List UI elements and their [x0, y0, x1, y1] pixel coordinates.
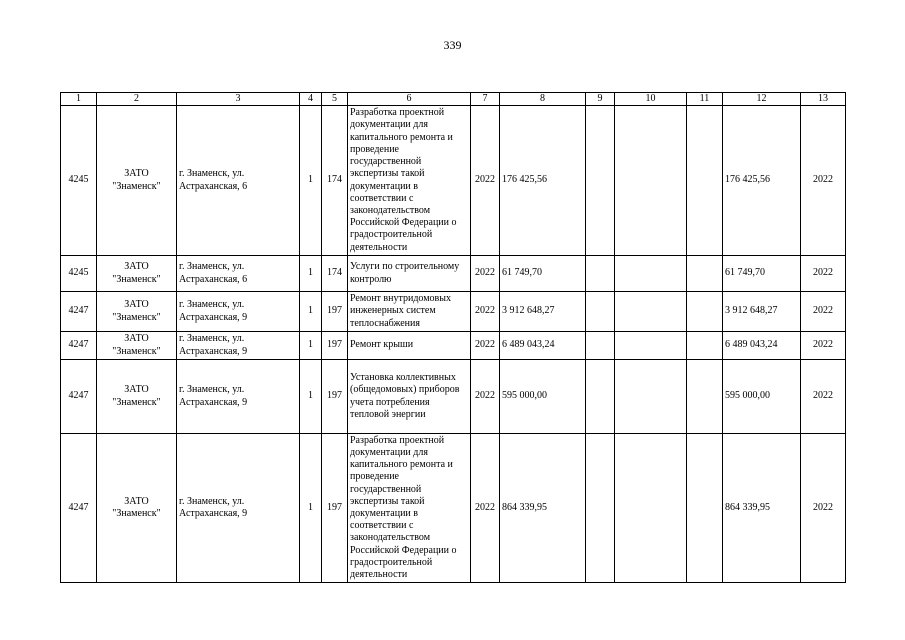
- col4-cell: 1: [300, 360, 322, 434]
- col5-cell: 197: [322, 434, 348, 583]
- col4-cell: 1: [300, 434, 322, 583]
- col9-cell: [586, 292, 615, 332]
- address-cell: г. Знаменск, ул. Астраханская, 6: [177, 256, 300, 292]
- column-header: 8: [500, 93, 586, 106]
- col11-cell: [687, 434, 723, 583]
- col5-cell: 197: [322, 292, 348, 332]
- col11-cell: [687, 256, 723, 292]
- col9-cell: [586, 332, 615, 360]
- col4-cell: 1: [300, 256, 322, 292]
- col4-cell: 1: [300, 332, 322, 360]
- amount-cell: 6 489 043,24: [500, 332, 586, 360]
- col11-cell: [687, 360, 723, 434]
- municipality-cell: ЗАТО "Знаменск": [97, 256, 177, 292]
- fund-amount-cell: 864 339,95: [723, 434, 801, 583]
- year-cell: 2022: [471, 434, 500, 583]
- house-id-cell: 4247: [61, 332, 97, 360]
- table-row: [61, 292, 846, 332]
- column-header: 7: [471, 93, 500, 106]
- table-row: [61, 434, 846, 583]
- amount-cell: 864 339,95: [500, 434, 586, 583]
- col9-cell: [586, 106, 615, 256]
- column-header: 3: [177, 93, 300, 106]
- work-type-cell: Ремонт внутридомовых инженерных систем теплоснабжения: [348, 292, 471, 332]
- municipality-cell: ЗАТО "Знаменск": [97, 332, 177, 360]
- page-number: 339: [443, 38, 462, 52]
- col11-cell: [687, 292, 723, 332]
- end-year-cell: 2022: [801, 256, 846, 292]
- year-cell: 2022: [471, 332, 500, 360]
- fund-amount-cell: 61 749,70: [723, 256, 801, 292]
- municipality-cell: ЗАТО "Знаменск": [97, 106, 177, 256]
- column-number-row: [61, 93, 846, 106]
- col9-cell: [586, 256, 615, 292]
- house-id-cell: 4247: [61, 292, 97, 332]
- col4-cell: 1: [300, 292, 322, 332]
- end-year-cell: 2022: [801, 360, 846, 434]
- end-year-cell: 2022: [801, 292, 846, 332]
- address-cell: г. Знаменск, ул. Астраханская, 9: [177, 434, 300, 583]
- house-id-cell: 4247: [61, 360, 97, 434]
- end-year-cell: 2022: [801, 434, 846, 583]
- address-cell: г. Знаменск, ул. Астраханская, 9: [177, 292, 300, 332]
- col10-cell: [615, 106, 687, 256]
- municipality-cell: ЗАТО "Знаменск": [97, 434, 177, 583]
- col4-cell: 1: [300, 106, 322, 256]
- amount-cell: 61 749,70: [500, 256, 586, 292]
- col9-cell: [586, 360, 615, 434]
- end-year-cell: 2022: [801, 106, 846, 256]
- column-header: 6: [348, 93, 471, 106]
- column-header: 13: [801, 93, 846, 106]
- col5-cell: 197: [322, 360, 348, 434]
- house-id-cell: 4247: [61, 434, 97, 583]
- col11-cell: [687, 106, 723, 256]
- column-header: 11: [687, 93, 723, 106]
- col10-cell: [615, 360, 687, 434]
- municipality-cell: ЗАТО "Знаменск": [97, 292, 177, 332]
- column-header: 1: [61, 93, 97, 106]
- address-cell: г. Знаменск, ул. Астраханская, 9: [177, 360, 300, 434]
- address-cell: г. Знаменск, ул. Астраханская, 6: [177, 106, 300, 256]
- work-type-cell: Ремонт крыши: [348, 332, 471, 360]
- fund-amount-cell: 3 912 648,27: [723, 292, 801, 332]
- municipality-cell: ЗАТО "Знаменск": [97, 360, 177, 434]
- column-header: 5: [322, 93, 348, 106]
- amount-cell: 176 425,56: [500, 106, 586, 256]
- year-cell: 2022: [471, 256, 500, 292]
- work-type-cell: Услуги по строительному контролю: [348, 256, 471, 292]
- col9-cell: [586, 434, 615, 583]
- fund-amount-cell: 176 425,56: [723, 106, 801, 256]
- table-row: [61, 332, 846, 360]
- year-cell: 2022: [471, 360, 500, 434]
- work-type-cell: Разработка проектной документации для капитального ремонта и проведение государственной экспертизы такой документации в соответствии с законодательством Российской Федерации о градостроительной деятельности: [348, 434, 471, 583]
- year-cell: 2022: [471, 292, 500, 332]
- work-type-cell: Установка коллективных (общедомовых) приборов учета потребления тепловой энергии: [348, 360, 471, 434]
- col10-cell: [615, 292, 687, 332]
- col10-cell: [615, 256, 687, 292]
- col10-cell: [615, 434, 687, 583]
- house-id-cell: 4245: [61, 256, 97, 292]
- end-year-cell: 2022: [801, 332, 846, 360]
- col5-cell: 197: [322, 332, 348, 360]
- amount-cell: 595 000,00: [500, 360, 586, 434]
- column-header: 9: [586, 93, 615, 106]
- table-row: [61, 360, 846, 434]
- year-cell: 2022: [471, 106, 500, 256]
- col5-cell: 174: [322, 256, 348, 292]
- work-type-cell: Разработка проектной документации для капитального ремонта и проведение государственной экспертизы такой документации в соответствии с законодательством Российской Федерации о градостроительной деятельности: [348, 106, 471, 256]
- column-header: 4: [300, 93, 322, 106]
- column-header: 12: [723, 93, 801, 106]
- col5-cell: 174: [322, 106, 348, 256]
- column-header: 2: [97, 93, 177, 106]
- amount-cell: 3 912 648,27: [500, 292, 586, 332]
- col10-cell: [615, 332, 687, 360]
- house-id-cell: 4245: [61, 106, 97, 256]
- column-header: 10: [615, 93, 687, 106]
- capital-repair-table: [60, 92, 846, 583]
- address-cell: г. Знаменск, ул. Астраханская, 9: [177, 332, 300, 360]
- fund-amount-cell: 595 000,00: [723, 360, 801, 434]
- fund-amount-cell: 6 489 043,24: [723, 332, 801, 360]
- col11-cell: [687, 332, 723, 360]
- table-row: [61, 256, 846, 292]
- table-row: [61, 106, 846, 256]
